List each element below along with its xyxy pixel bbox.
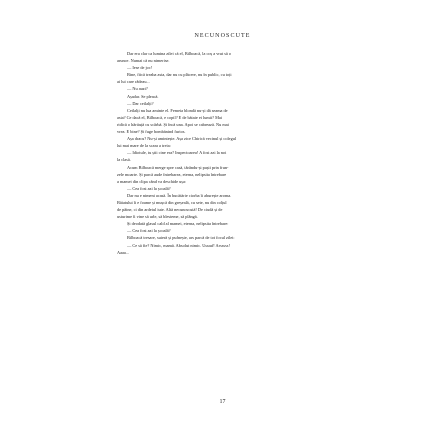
text-line: Așadar. Se pleacă. [127,93,159,99]
text-line: de pâine, ci din ardeiul iute. Altă necunoscută! De ciudă și de [117,207,223,213]
running-header: NECUNOSCUTE [194,33,251,39]
text-line: Aaaa... [117,249,130,255]
text-line: Bilboacă tresare, suieră și pufnește, ars parcă de tot focul zilei: [127,235,235,241]
text-line: la clasă. [117,157,131,163]
text-line: zele moarte. Și parcă aude întrebarea, eterna, nelipsita întrebare [117,171,227,177]
text-line: lui mai mare de la scara a treia: [117,143,171,149]
text-line: — Cea fost azi la școală? [127,185,171,191]
body-text [117,50,330,256]
text-line: Băiatului îi e foame și mușcă din greșeală, cu sete, nu din colțul [117,199,227,205]
text-line: ai lui care râdeau... [117,79,150,85]
text-line: arunce. Numai că nu nimerise. [117,58,170,64]
text-line: — Idiotule, tu știi cine era? Inspectoarea! A fost azi la noi [127,150,227,156]
page-number: 17 [219,399,226,405]
text-line: asta? Ce dacă el, Bilboacă, e copil? E de bătaie ei lumii? Mai [117,114,222,120]
text-line: — Iese de joc! [127,65,153,71]
text-line: Așa dracu? Nu-și amintește. Așa zice Chirică vecinul și colegul [127,136,237,142]
text-line: Acum Bilboacă merge spre casă, târându-și pașii prin frun- [127,164,229,170]
text-line: — Cea fost azi la școală? [127,228,171,234]
text-line: Și deodată glasul cald al mamei, eterna, nelipsita întrebare: [127,221,229,227]
text-line: — Nu auzi? [127,86,148,92]
text-line: usturime îi vine să urle, să blesteme, să plângă. [117,214,198,220]
text-line: — Ce să fie? Nimic, mamă. Absolut nimic. Uuuuf! Arsssss! [127,242,230,248]
text-line: Dar era clar ca lumina zilei că el, Bilboacă, la coș a vrut să o [127,51,232,56]
text-line: Dar nu e nimeni acasă. În bucătărie ciorba îi aburește aroma. [127,192,232,198]
text-line: Ceilalți nu lua aminte el. Femeia blondă nu-și dă seama de [127,107,228,113]
text-line: Bine, fiică treaba asta, dar nu cu plăcere, nu în public, cu toți [127,72,232,78]
text-line: a mamei din clipa când va deschide ușa: [117,178,187,184]
text-line: ridică o hârtiuță cu scârbă. Și încă una. Apoi se cabrează. Nu mai [117,121,229,127]
text-line: — Dar ceilalți? [127,100,154,106]
text-line: vrea. E bine? Și fuge bombănind furios. [117,129,186,135]
